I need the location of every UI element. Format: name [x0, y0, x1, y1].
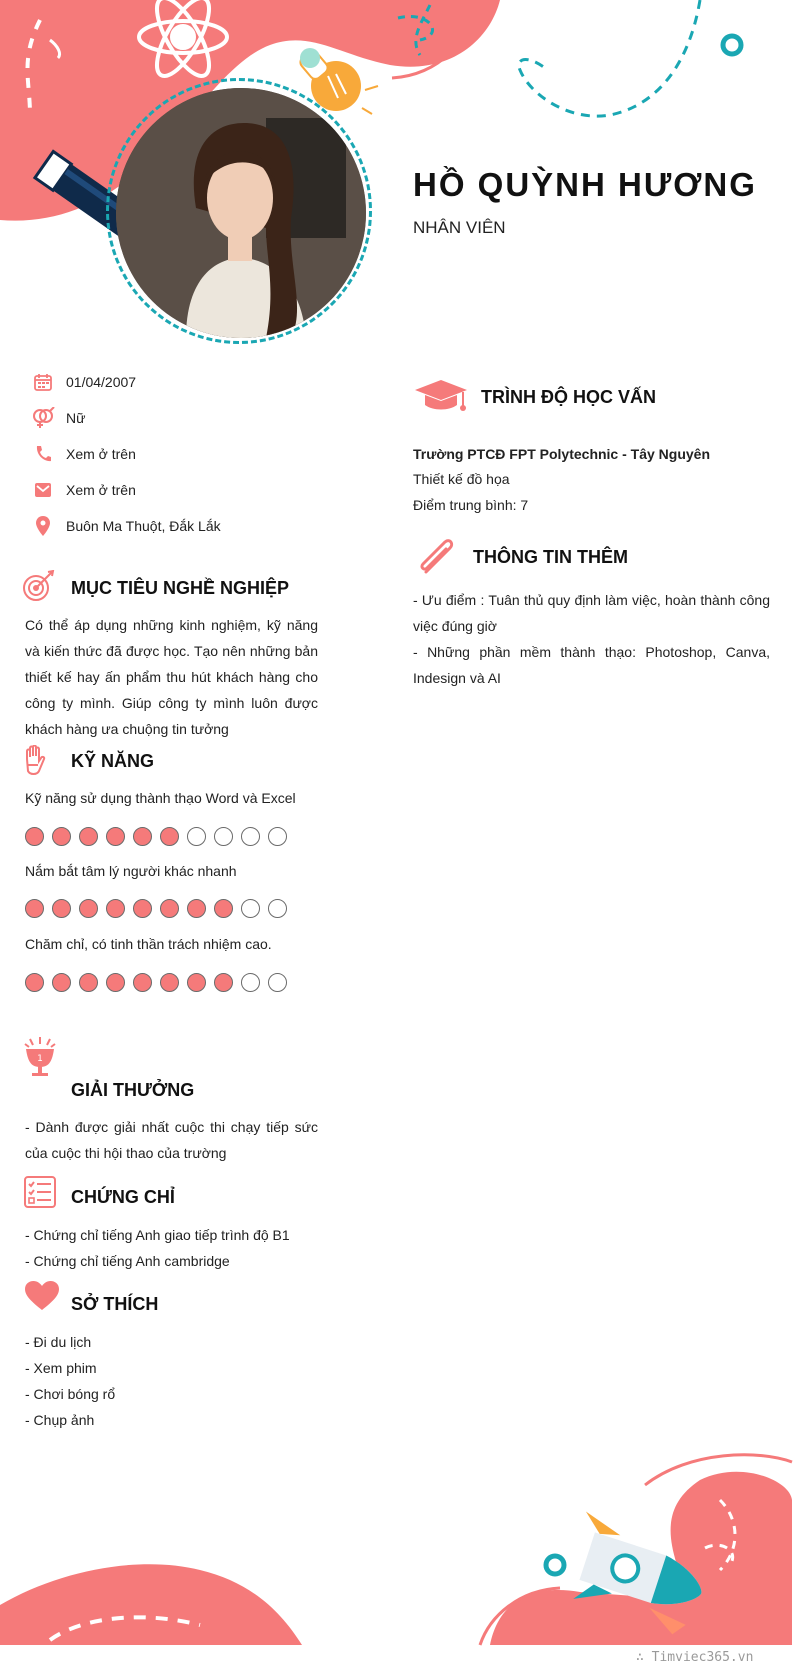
info-address — [30, 515, 221, 537]
paperclip-icon — [416, 536, 458, 583]
email-icon — [30, 479, 56, 501]
skill-dot-filled — [106, 899, 125, 918]
hobbies-title: SỞ THÍCH — [71, 1294, 159, 1314]
trophy-icon — [22, 1035, 58, 1082]
info-birthdate — [30, 371, 136, 393]
extra-software: - Những phần mềm thành thạo: Photoshop, Canva, Indesign và AI — [413, 644, 770, 686]
address-value: Buôn Ma Thuột, Đắk Lắk — [66, 518, 221, 534]
hobby-item: - Chụp ảnh — [25, 1412, 95, 1428]
skill-label: Chăm chỉ, có tinh thần trách nhiệm cao. — [25, 936, 272, 952]
skill-dot-empty — [241, 973, 260, 992]
candidate-role: NHÂN VIÊN — [413, 218, 506, 237]
footer-decoration — [0, 1440, 800, 1675]
info-gender — [30, 407, 85, 429]
birthdate-value: 01/04/2007 — [66, 374, 137, 390]
skill-dot-filled — [25, 973, 44, 992]
skill-dot-empty — [268, 899, 287, 918]
skill-dot-filled — [187, 899, 206, 918]
skills-title: KỸ NĂNG — [71, 751, 155, 771]
graduation-cap-icon — [413, 378, 469, 419]
gender-value: Nữ — [66, 410, 86, 426]
skill-dot-filled — [52, 827, 71, 846]
portrait-image — [116, 88, 366, 338]
skill-dot-filled — [133, 827, 152, 846]
certificate-item: - Chứng chỉ tiếng Anh giao tiếp trình độ B1 — [25, 1227, 290, 1243]
hobby-item: - Xem phim — [25, 1360, 97, 1376]
skill-dot-filled — [106, 973, 125, 992]
awards-text: - Dành được giải nhất cuộc thi chạy tiếp sức của cuộc thi hội thao của trường — [25, 1119, 318, 1161]
skill-dot-filled — [160, 973, 179, 992]
awards-title: GIẢI THƯỞNG — [71, 1080, 195, 1100]
objective-text: Có thể áp dụng những kinh nghiệm, kỹ năng và kiến thức đã được học. Tạo nên những bản thiết kế hay ấn phẩm thu hút khách hàng cho công ty mình. Giúp công ty mình luôn được khách hàng ưa chuộng tin tưởng — [25, 617, 318, 737]
skill-dot-filled — [160, 827, 179, 846]
skill-dot-filled — [79, 973, 98, 992]
phone-value: Xem ở trên — [66, 446, 136, 462]
skill-dot-filled — [133, 899, 152, 918]
skill-dot-filled — [187, 973, 206, 992]
avatar — [116, 88, 366, 338]
education-title: TRÌNH ĐỘ HỌC VẤN — [481, 387, 656, 407]
svg-text:1: 1 — [37, 1054, 43, 1064]
skill-dot-filled — [214, 973, 233, 992]
certificates-title: CHỨNG CHỈ — [71, 1187, 175, 1207]
extra-title: THÔNG TIN THÊM — [473, 547, 628, 567]
hand-icon — [22, 745, 48, 782]
skill-dot-filled — [106, 827, 125, 846]
skill-dot-filled — [214, 899, 233, 918]
email-value: Xem ở trên — [66, 482, 136, 498]
skill-dot-filled — [79, 827, 98, 846]
skill-dot-filled — [25, 899, 44, 918]
skill-label: Nắm bắt tâm lý người khác nhanh — [25, 863, 237, 879]
objective-title: MỤC TIÊU NGHỀ NGHIỆP — [71, 578, 290, 598]
skill-dot-empty — [187, 827, 206, 846]
certificate-item: - Chứng chỉ tiếng Anh cambridge — [25, 1253, 230, 1269]
phone-icon — [30, 443, 56, 465]
watermark-text: ∴ Timviec365.vn — [636, 1650, 754, 1665]
hobby-item: - Đi du lịch — [25, 1334, 92, 1350]
education-school: Trường PTCĐ FPT Polytechnic - Tây Nguyên — [413, 446, 711, 462]
calendar-icon — [30, 371, 56, 393]
skill-rating — [25, 973, 287, 992]
skill-dot-filled — [160, 899, 179, 918]
skill-dot-empty — [241, 899, 260, 918]
skill-dot-empty — [268, 973, 287, 992]
checklist-icon — [24, 1176, 56, 1213]
skill-dot-filled — [79, 899, 98, 918]
skill-rating — [25, 899, 287, 918]
skill-dot-empty — [214, 827, 233, 846]
gender-icon — [30, 407, 56, 429]
skill-dot-empty — [241, 827, 260, 846]
location-pin-icon — [30, 515, 56, 537]
heart-icon — [24, 1280, 60, 1317]
skill-dot-filled — [133, 973, 152, 992]
candidate-name: HỒ QUỲNH HƯƠNG — [413, 166, 757, 203]
skill-rating — [25, 827, 287, 846]
education-gpa: Điểm trung bình: 7 — [413, 497, 529, 513]
target-icon — [22, 570, 56, 607]
skill-dot-filled — [52, 899, 71, 918]
skill-dot-empty — [268, 827, 287, 846]
extra-strengths: - Ưu điểm : Tuân thủ quy định làm việc, hoàn thành công việc đúng giờ — [413, 592, 770, 634]
hobby-item: - Chơi bóng rổ — [25, 1386, 116, 1402]
skill-label: Kỹ năng sử dụng thành thạo Word và Excel — [25, 790, 296, 806]
skill-dot-filled — [25, 827, 44, 846]
education-major: Thiết kế đồ họa — [413, 471, 510, 487]
skill-dot-filled — [52, 973, 71, 992]
info-phone — [30, 443, 136, 465]
info-email — [30, 479, 136, 501]
